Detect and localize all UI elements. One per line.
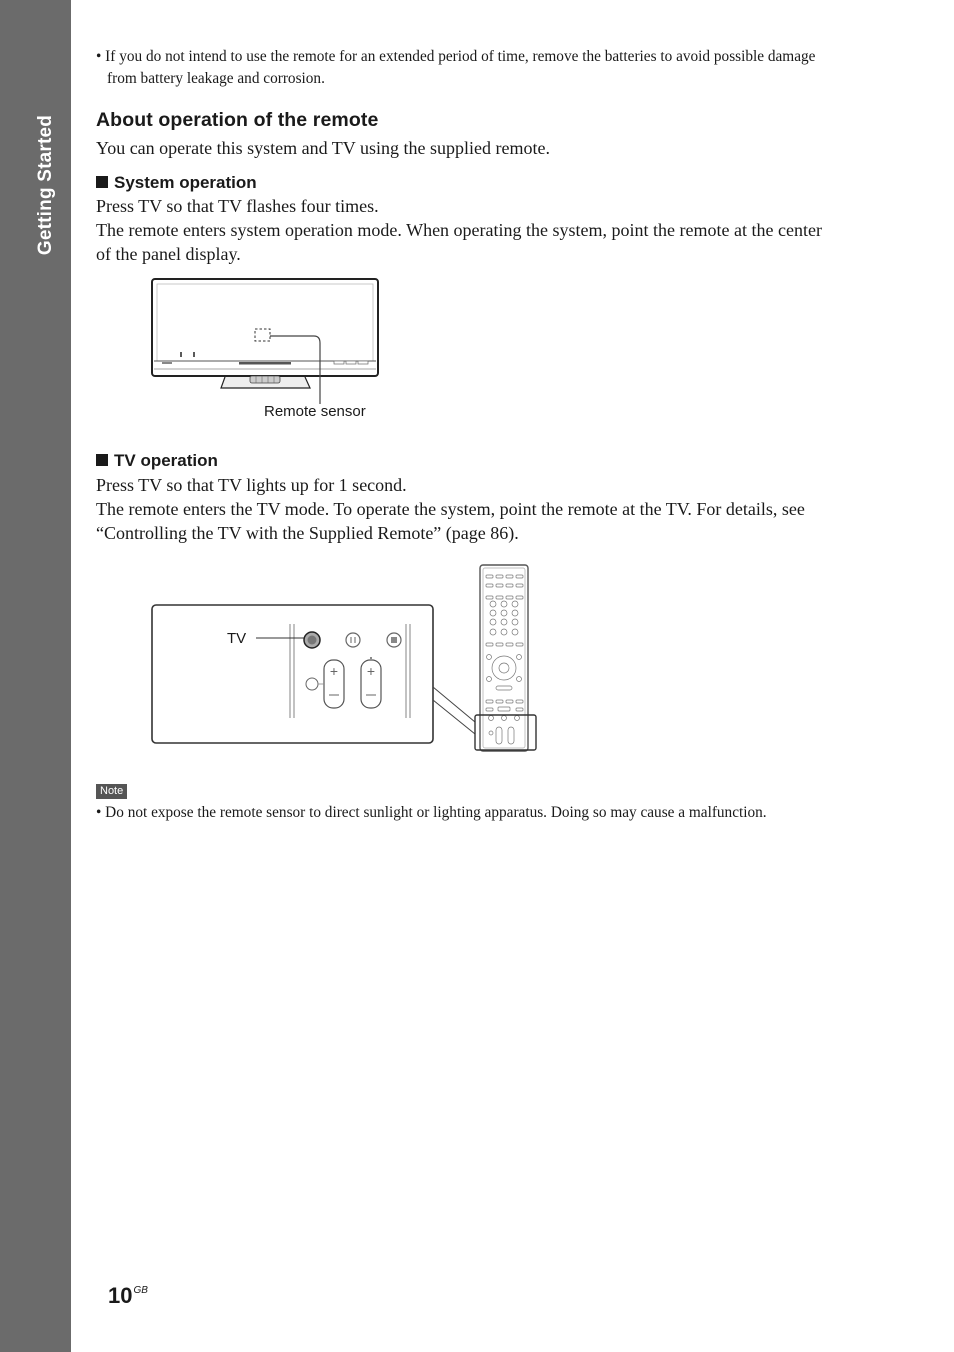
note-badge: Note — [96, 784, 127, 799]
tv-operation-line1: Press TV so that TV lights up for 1 second. — [96, 475, 407, 495]
tv-button-label: TV — [227, 630, 247, 647]
remote-sensor-label: Remote sensor — [264, 403, 366, 420]
side-tab — [0, 0, 71, 1352]
page-number-suffix: GB — [133, 1285, 148, 1296]
tv-operation-line3: “Controlling the TV with the Supplied Remote” (page 86). — [96, 523, 519, 543]
remote-control-illustration — [148, 562, 543, 754]
section-title: About operation of the remote — [96, 109, 379, 131]
square-bullet-icon — [96, 176, 108, 188]
side-tab-label: Getting Started — [35, 114, 56, 256]
page-number-value: 10 — [108, 1283, 133, 1308]
panel-display-illustration — [148, 276, 384, 396]
tv-operation-heading-text: TV operation — [114, 451, 218, 470]
svg-text:+: + — [329, 663, 339, 679]
tv-operation-heading — [96, 451, 218, 471]
tv-operation-line2: The remote enters the TV mode. To operate the system, point the remote at the TV. For details, see — [96, 499, 805, 519]
intro-bullet-line1: • If you do not intend to use the remote for an extended period of time, remove the batteries to avoid possible damage — [96, 48, 816, 65]
system-operation-heading — [96, 173, 257, 193]
intro-bullet — [96, 46, 896, 89]
system-operation-heading-text: System operation — [114, 173, 257, 192]
section-lead: You can operate this system and TV using the supplied remote. — [96, 138, 550, 158]
note-text: • Do not expose the remote sensor to direct sunlight or lighting apparatus. Doing so may cause a malfunction. — [96, 804, 767, 821]
page-number — [108, 1283, 148, 1309]
square-bullet-icon — [96, 454, 108, 466]
svg-text:+: + — [366, 663, 376, 679]
system-operation-line2: The remote enters system operation mode. When operating the system, point the remote at the center — [96, 220, 822, 240]
system-operation-line3: of the panel display. — [96, 244, 241, 264]
intro-bullet-line2: from battery leakage and corrosion. — [107, 69, 325, 87]
system-operation-line1: Press TV so that TV flashes four times. — [96, 196, 379, 216]
